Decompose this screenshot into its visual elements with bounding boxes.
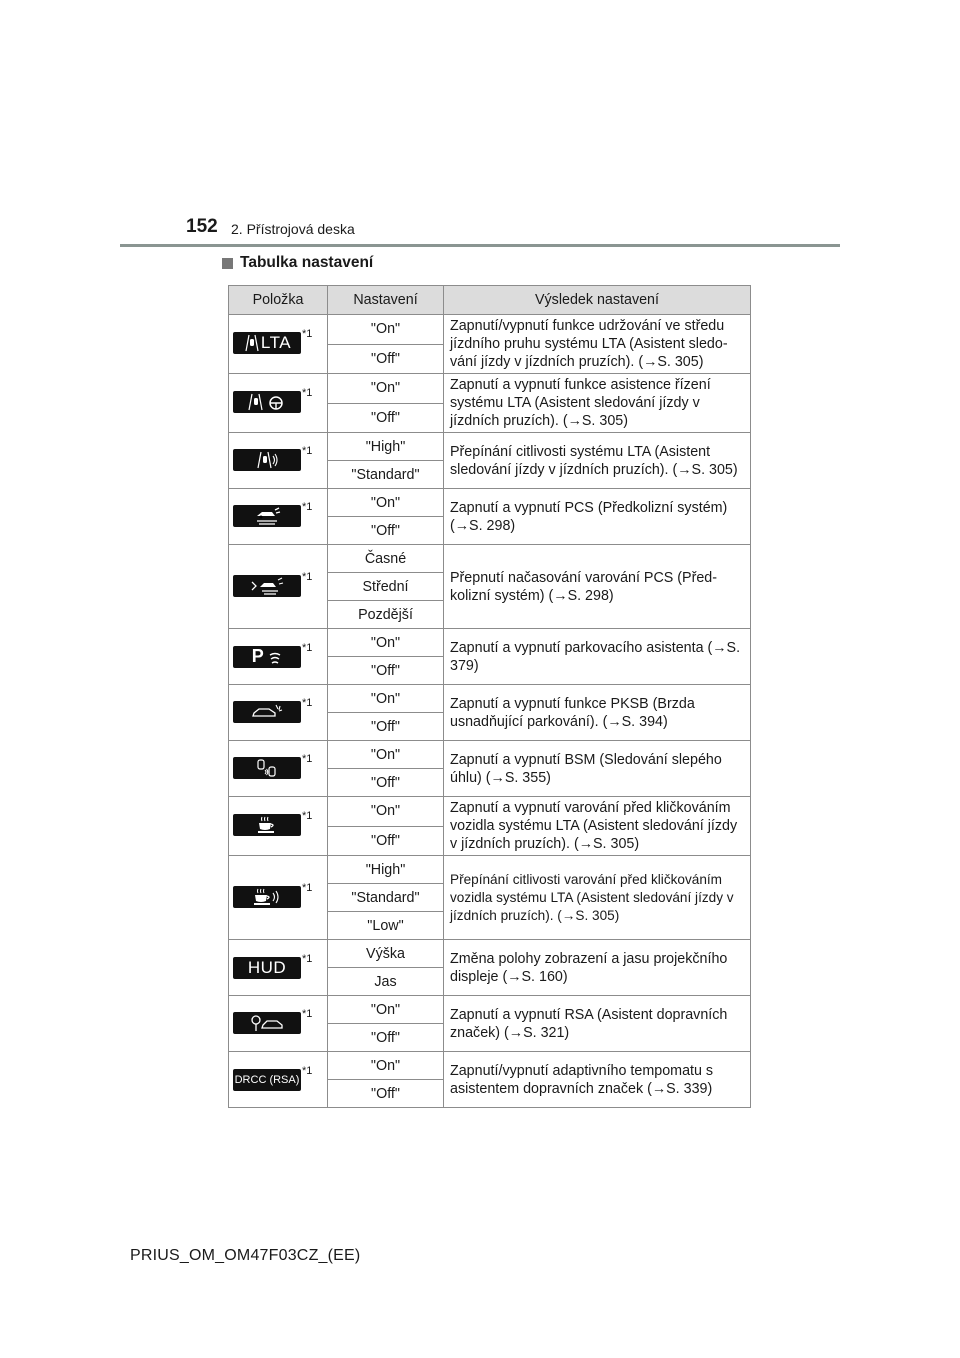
table-row (229, 996, 751, 1024)
table-row (229, 374, 751, 404)
item-cell (229, 797, 328, 856)
page-number: 152 (186, 216, 218, 237)
footnote-mark: *1 (302, 752, 313, 765)
item-cell (229, 629, 328, 685)
item-cell (229, 940, 328, 996)
footnote-mark: *1 (302, 696, 313, 709)
setting-value: Časné (328, 545, 444, 573)
item-cell (229, 489, 328, 545)
setting-value: "On" (328, 797, 444, 827)
setting-value: "Standard" (328, 884, 444, 912)
item-cell (229, 374, 328, 433)
setting-result: Zapnutí a vypnutí RSA (Asistent dopravních značek) (→S. 321) (444, 996, 751, 1052)
table-row (229, 940, 751, 968)
column-header: Položka (229, 286, 328, 315)
column-header: Nastavení (328, 286, 444, 315)
setting-value: Jas (328, 968, 444, 996)
footnote-mark: *1 (302, 570, 313, 583)
item-cell (229, 996, 328, 1052)
setting-value: "On" (328, 374, 444, 404)
setting-value: "On" (328, 315, 444, 345)
table-row (229, 741, 751, 769)
footnote-mark: *1 (302, 1007, 313, 1020)
setting-value: Pozdější (328, 601, 444, 629)
table-row (229, 433, 751, 461)
setting-value: "High" (328, 856, 444, 884)
setting-result: Zapnutí/vypnutí funkce udržování ve středu jízdního pruhu systému LTA (Asistent sledo-vání jízdy v jízdních pruzích). (→S. 305) (444, 315, 751, 374)
setting-value: "Off" (328, 344, 444, 374)
document-code: PRIUS_OM_OM47F03CZ_(EE) (130, 1247, 361, 1264)
setting-result: Přepínání citlivosti varování před kličkováním vozidla systému LTA (Asistent sledování jízdy v jízdních pruzích). (→S. 305) (444, 856, 751, 940)
rsa-icon (233, 1012, 301, 1034)
setting-value: Střední (328, 573, 444, 601)
table-header-row (229, 286, 751, 315)
square-bullet-icon (222, 258, 233, 269)
footnote-mark: *1 (302, 641, 313, 654)
setting-value: "Off" (328, 826, 444, 856)
pcs-icon (233, 505, 301, 527)
item-cell (229, 856, 328, 940)
table-row (229, 629, 751, 657)
footnote-mark: *1 (302, 500, 313, 513)
settings-table (228, 285, 751, 1108)
setting-value: "On" (328, 489, 444, 517)
setting-result: Přepnutí načasování varování PCS (Před-kolizní systém) (→S. 298) (444, 545, 751, 629)
setting-result: Zapnutí a vypnutí funkce asistence řízení systému LTA (Asistent sledování jízdy v jízdních pruzích). (→S. 305) (444, 374, 751, 433)
setting-value: "Off" (328, 403, 444, 433)
table-row (229, 545, 751, 573)
item-cell (229, 1052, 328, 1108)
footnote-mark: *1 (302, 1064, 313, 1077)
footnote-mark: *1 (302, 387, 313, 399)
item-cell (229, 741, 328, 797)
drcc-rsa-icon: DRCC (RSA) (233, 1069, 301, 1091)
setting-value: "Low" (328, 912, 444, 940)
section-title: Tabulka nastavení (240, 254, 374, 271)
table-row (229, 1052, 751, 1080)
table-row (229, 797, 751, 827)
parking-assist-icon: P (233, 646, 301, 668)
table-row (229, 685, 751, 713)
setting-value: "Off" (328, 657, 444, 685)
setting-value: "Off" (328, 1024, 444, 1052)
pcs-timing-icon (233, 575, 301, 597)
chapter-title: 2. Přístrojová deska (231, 221, 355, 237)
setting-result: Zapnutí a vypnutí PCS (Předkolizní systém) (→S. 298) (444, 489, 751, 545)
setting-value: "Standard" (328, 461, 444, 489)
setting-value: "High" (328, 433, 444, 461)
column-header: Výsledek nastavení (444, 286, 751, 315)
setting-value: "Off" (328, 769, 444, 797)
sway-warning-icon (233, 814, 301, 836)
footnote-mark: *1 (302, 810, 313, 822)
setting-value: "Off" (328, 713, 444, 741)
setting-result: Zapnutí a vypnutí funkce PKSB (Brzda usnadňující parkování). (→S. 394) (444, 685, 751, 741)
steering-assist-icon (233, 391, 301, 413)
hud-icon: HUD (233, 957, 301, 979)
setting-value: "On" (328, 629, 444, 657)
header-rule (120, 244, 840, 247)
footnote-mark: *1 (302, 328, 313, 340)
sway-sensitivity-icon (233, 886, 301, 908)
item-cell (229, 545, 328, 629)
setting-value: "Off" (328, 1080, 444, 1108)
setting-value: "On" (328, 996, 444, 1024)
table-row (229, 489, 751, 517)
bsm-icon (233, 757, 301, 779)
item-cell (229, 685, 328, 741)
setting-value: "On" (328, 1052, 444, 1080)
setting-value: "On" (328, 685, 444, 713)
item-cell (229, 433, 328, 489)
setting-value: "Off" (328, 517, 444, 545)
setting-result: Zapnutí a vypnutí parkovacího asistenta (→S. 379) (444, 629, 751, 685)
setting-result: Přepínání citlivosti systému LTA (Asistent sledování jízdy v jízdních pruzích). (→S. 305) (444, 433, 751, 489)
footnote-mark: *1 (302, 881, 313, 894)
pksb-icon (233, 701, 301, 723)
setting-result: Změna polohy zobrazení a jasu projekčního displeje (→S. 160) (444, 940, 751, 996)
setting-result: Zapnutí a vypnutí BSM (Sledování slepého úhlu) (→S. 355) (444, 741, 751, 797)
footnote-mark: *1 (302, 444, 313, 457)
setting-value: "On" (328, 741, 444, 769)
lta-icon: LTA (233, 332, 301, 354)
setting-value: Výška (328, 940, 444, 968)
setting-result: Zapnutí/vypnutí adaptivního tempomatu s asistentem dopravních značek (→S. 339) (444, 1052, 751, 1108)
table-row (229, 315, 751, 345)
setting-result: Zapnutí a vypnutí varování před kličkováním vozidla systému LTA (Asistent sledování jízdy v jízdních pruzích). (→S. 305) (444, 797, 751, 856)
lta-sensitivity-icon (233, 449, 301, 471)
item-cell (229, 315, 328, 374)
footnote-mark: *1 (302, 952, 313, 965)
section-heading (222, 254, 373, 272)
table-row (229, 856, 751, 884)
